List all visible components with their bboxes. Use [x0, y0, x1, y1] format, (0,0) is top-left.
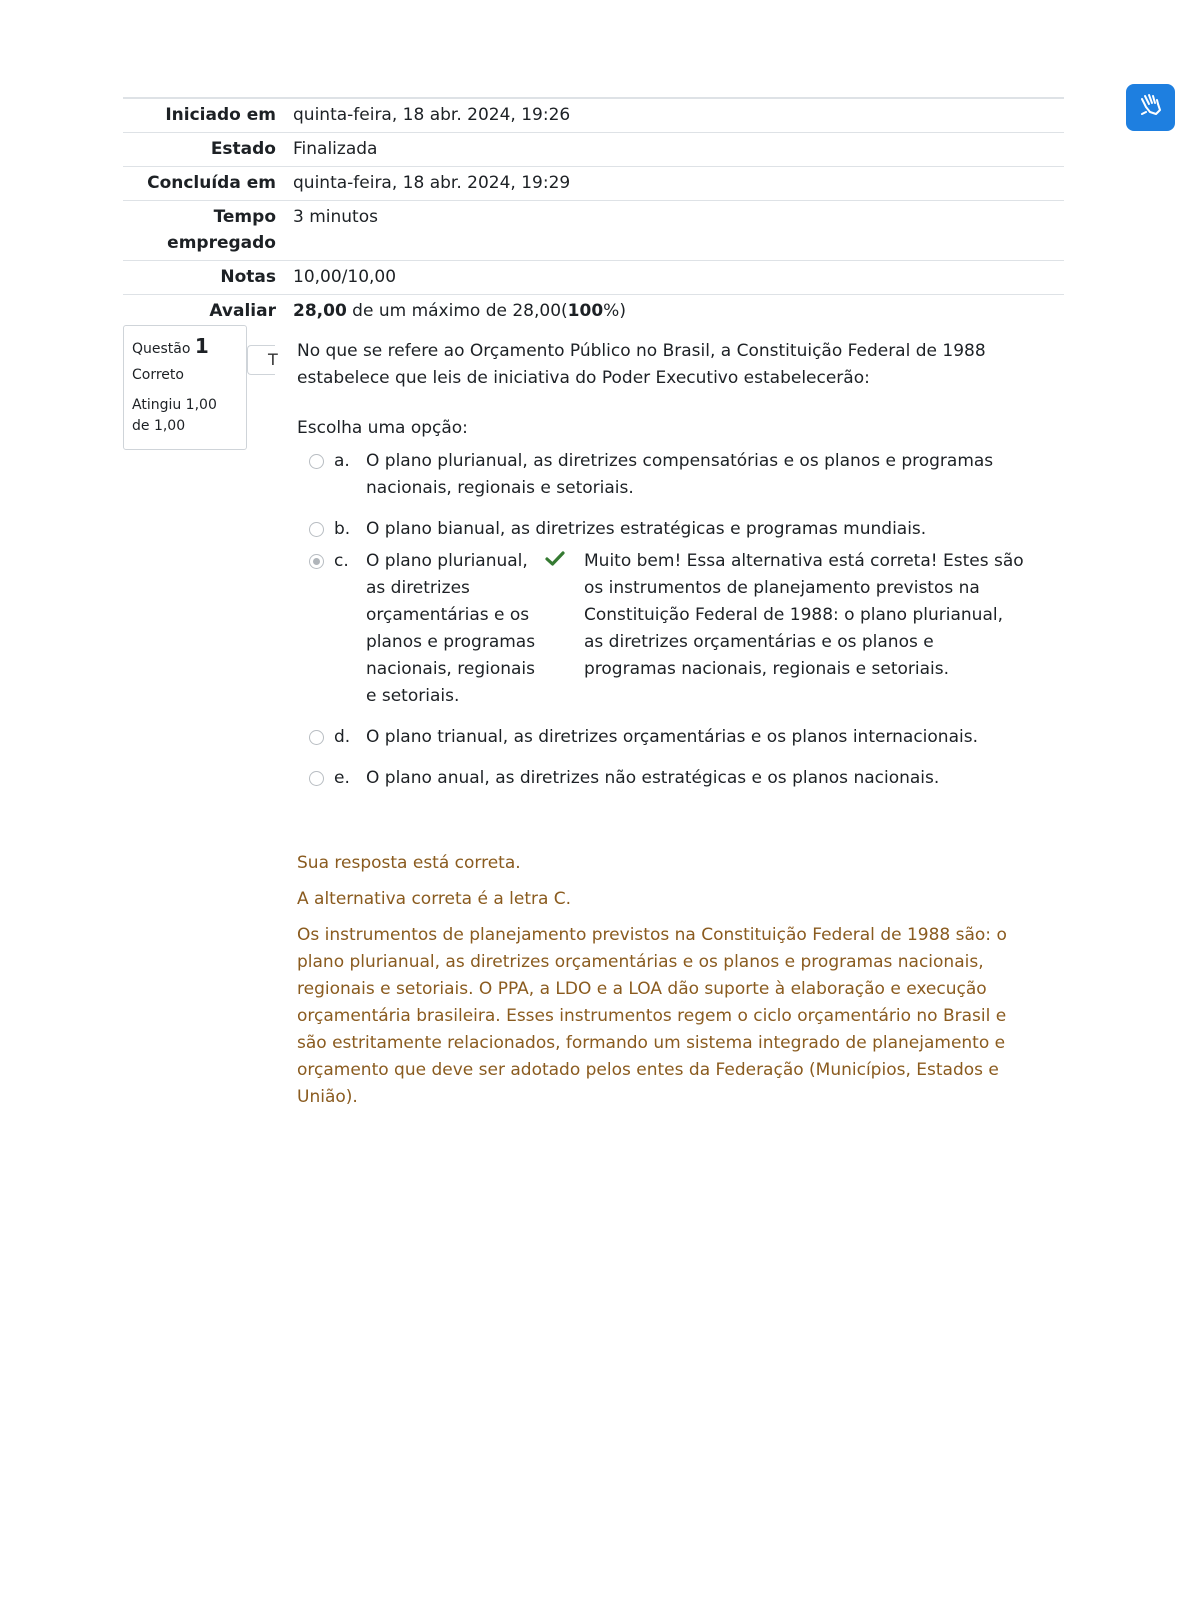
general-feedback: [297, 850, 1037, 1111]
option-text: O plano trianual, as diretrizes orçamentárias e os planos internacionais.: [366, 727, 978, 747]
summary-row-grade: [123, 295, 1064, 329]
summary-value: [293, 295, 1064, 329]
option-text: O plano plurianual, as diretrizes orçamentárias e os planos e programas nacionais, regionais e setoriais.: [366, 551, 536, 706]
question-number-value: 1: [194, 334, 209, 358]
radio-button[interactable]: [309, 454, 324, 469]
summary-label: [123, 201, 293, 261]
summary-value: Finalizada: [293, 133, 1064, 167]
summary-label: Concluída em: [123, 167, 293, 201]
grade-tail: %): [603, 301, 626, 321]
radio-button[interactable]: [309, 730, 324, 745]
option-text: O plano anual, as diretrizes não estratégicas e os planos nacionais.: [366, 768, 940, 788]
radio-button-selected[interactable]: [309, 554, 324, 569]
answer-option-d[interactable]: [297, 724, 1037, 751]
summary-value: 10,00/10,00: [293, 261, 1064, 295]
summary-row-state: [123, 133, 1064, 167]
summary-row-time-taken: [123, 201, 1064, 261]
question-grade: Atingiu 1,00 de 1,00: [132, 397, 217, 434]
grade-mid: de um máximo de 28,00(: [346, 301, 568, 321]
accessibility-button[interactable]: [1126, 84, 1175, 131]
summary-row-completed: [123, 167, 1064, 201]
option-letter: c.: [334, 551, 349, 571]
summary-value: quinta-feira, 18 abr. 2024, 19:26: [293, 98, 1064, 133]
option-letter: a.: [334, 451, 350, 471]
feedback-correct-answer: A alternativa correta é a letra C.: [297, 889, 572, 909]
answer-option-c[interactable]: [297, 548, 1037, 710]
answer-prompt: Escolha uma opção:: [297, 418, 468, 438]
correct-check-icon: [544, 548, 584, 579]
radio-button[interactable]: [309, 771, 324, 786]
summary-value: 3 minutos: [293, 201, 1064, 261]
attempt-summary-table: [123, 97, 1064, 328]
option-letter: d.: [334, 727, 351, 747]
flag-question-button[interactable]: T: [247, 345, 275, 375]
question-label: Questão: [132, 341, 191, 357]
question-text: No que se refere ao Orçamento Público no Brasil, a Constituição Federal de 1988 estabelece que leis de iniciativa do Poder Executivo estabelecerão:: [297, 341, 986, 388]
question-content: [297, 338, 1037, 1120]
summary-row-started: [123, 98, 1064, 133]
option-feedback: Muito bem! Essa alternativa está correta! Estes são os instrumentos de planejamento previstos na Constituição Federal de 1988: o plano plurianual, as diretrizes orçamentárias e os planos e programas nacionais, regionais e setoriais.: [584, 551, 1024, 679]
summary-label-line1: Tempo: [213, 207, 276, 227]
summary-value: quinta-feira, 18 abr. 2024, 19:29: [293, 167, 1064, 201]
feedback-status: Sua resposta está correta.: [297, 853, 521, 873]
question-number: [132, 334, 238, 361]
question-info-box: [123, 325, 247, 450]
sign-language-icon: [1136, 90, 1166, 125]
grade-percent: 100: [567, 301, 604, 321]
answer-option-b[interactable]: [297, 516, 1037, 543]
answer-option-e[interactable]: [297, 765, 1037, 792]
answer-option-a[interactable]: [297, 448, 1037, 502]
grade-score: 28,00: [293, 301, 347, 321]
option-text: O plano bianual, as diretrizes estratégicas e programas mundiais.: [366, 519, 927, 539]
summary-label: Notas: [123, 261, 293, 295]
summary-label-line2: empregado: [167, 233, 276, 253]
option-text: O plano plurianual, as diretrizes compensatórias e os planos e programas nacionais, regionais e setoriais.: [366, 451, 994, 498]
option-letter: b.: [334, 519, 351, 539]
feedback-explanation: Os instrumentos de planejamento previstos na Constituição Federal de 1988 são: o plano plurianual, as diretrizes orçamentárias e os planos e programas nacionais, regionais e setoriais. O PPA, a LDO e a LOA dão suporte à elaboração e execução orçamentária brasileira. Esses instrumentos regem o ciclo orçamentário no Brasil e são estritamente relacionados, formando um sistema integrado de planejamento e orçamento que deve ser adotado pelos entes da Federação (Municípios, Estados e União).: [297, 925, 1007, 1107]
summary-row-marks: [123, 261, 1064, 295]
summary-label: Estado: [123, 133, 293, 167]
option-letter: e.: [334, 768, 350, 788]
question-state: Correto: [132, 367, 184, 383]
summary-label: Avaliar: [123, 295, 293, 329]
radio-button[interactable]: [309, 522, 324, 537]
summary-label: Iniciado em: [123, 98, 293, 133]
